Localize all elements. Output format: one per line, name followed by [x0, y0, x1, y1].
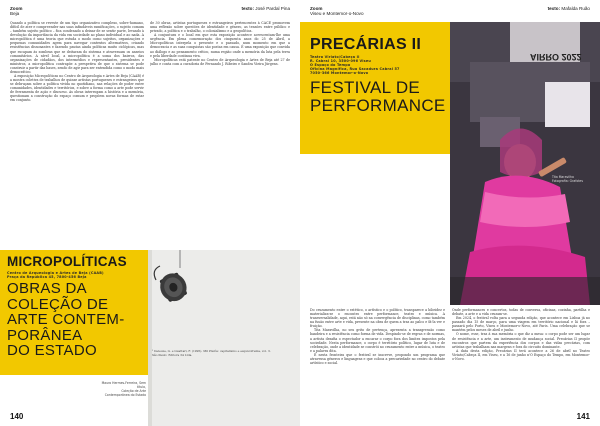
caption-line: Coleção de Arte Contemporânea do Estado: [104, 388, 146, 397]
venue-line: O Espaço do Tempo: [310, 63, 351, 68]
venue-line: 7050-366 Montemor-o-Novo: [310, 71, 369, 76]
footnote-line: ¹ Deleuze, G. e Guattari, F. (1995). Mil Platôs: capitalismo e esquizofrenia, vol. 3.: [152, 349, 271, 353]
micropoliticas-venue: [7, 271, 142, 279]
left-article-column-2: [150, 21, 290, 247]
caption-line: Mauro Hermes-Ferreira, Sem título,: [101, 381, 146, 389]
venue-line: Centro de Arqueologia e Artes de Beja (CAAB): [7, 271, 104, 275]
footnote-line: São Paulo: Editora 34 Ltda.: [152, 352, 193, 357]
left-col1-paragraph: Quando a política se reveste de um tipo organizativo complexo, sobre-humano, difícil de ater e compreender nas suas infindáveis ramificações, o sujeito comum – também sujeito político – fica condenado a deixar de se sentir parte, levando à devolução da importância da vida em sociedade ao plano individual e ao nada. A micropolítica é uma teoria que estuda o modo como sujeitos, organizações e pequenas comunidades agem para navegar contextos alternativos, criando resistências dissonantes e fazendo pautas ainda políticas muito ciclópicas, mas que escapam às sombras que se deitaram do sistema e atravessam os anseios comunitários. A nível local, a micropolítica é a soma dos bairros, das organizações de cidadãos, dos intermédios e representantes, presidentes e ministros, a micropolítica contrapõe a perspetiva de que o sistema se pode construir a partir das bases, sendo de agir para ser entendida como o modo mais democrático.: [10, 21, 144, 74]
page-number-141: 141: [576, 412, 590, 421]
precarias-subtitle: [310, 79, 446, 114]
subtitle-line: PERFORMANCE: [310, 95, 446, 115]
subtitle-line: ARTE CONTEM-: [7, 311, 125, 328]
subtitle-line: FESTIVAL DE: [310, 78, 421, 97]
left-col2-paragraph: de 30 obras, artistas portugueses e estrangeiros pertencentes à CACE promovem uma reflexão sobre questões de identidade e género, as tensões entre público e privado, a política e o trabalho, o colonialismo e a geopolítica.: [150, 21, 290, 34]
venue-line: R. Cabral 10, 3500-096 Viseu: [310, 59, 371, 64]
micropoliticas-title-block: [0, 250, 148, 375]
left-header-place: Beja: [10, 11, 20, 17]
right-col1-paragraph: É nesta fronteira que o festival se inscreve, propondo um programa que atravessa géneros e linguagens e que coloca a precariedade no centro do debate artístico e social.: [310, 352, 445, 366]
page-number-140: 140: [10, 412, 24, 421]
performer-illustration: [450, 22, 600, 305]
right-header-credit-label: texto:: [547, 6, 561, 11]
left-header-section: Zoom: [10, 6, 23, 11]
right-article-column-1: [310, 308, 445, 406]
precarias-venue: [310, 55, 448, 75]
left-article-column-1: [10, 21, 144, 247]
right-col2-paragraph: Onde performances e concertos, todas de conversa, oficinas, cozinha, partilha e debate, a arte e a vida cruzam-se.: [452, 308, 590, 317]
left-col2-paragraph: Micropolíticas está patente no Centro de Arqueologia e Artes de Beja até 27 de julho e conta com a curadoria de Fernando J. Ribeiro e Sandra Vieira Jürgens.: [150, 57, 290, 66]
right-col1-paragraph: Tita Maravilha, no seu grito de pertença, apresenta a transgressão como bandeira e a resistência como forma de vida. Despindo-se de regras e de normas, a artista desafia o espectador a encarar o corpo fora dos limites impostos pela sociedade. Nesta performance, o corpo é território político, lugar de luta e de celebração, onde a identidade se constrói no cruzamento entre a música, o teatro e a palavra dita.: [310, 328, 445, 353]
right-header-section: Zoom: [310, 6, 323, 11]
venue-line: Oficina Magnífica, Rua Sacadura Cabral 57: [310, 67, 400, 72]
left-col1-paragraph: A exposição Micropolíticas no Centro de Arqueologia e Artes de Beja (CAAB) é a mostra coletiva de trabalhos de quinze artistas portugueses e estrangeiros que se debruçam sobre a política vivida no quotidiano, nas relações de poder entre comunidades, identidades e territórios, e sobre a forma como a arte pode servir de ferramenta de ação e discurso. As obras interrogam a história e a memória, questionam a construção do espaço comum e propõem novas formas de estar em conjunto.: [10, 74, 144, 103]
right-col2-paragraph: Em 2024, o festival volta para a segunda edição, que acontece em Lisboa já no passado dia 15 de março, para uma viagem em território nacional e lá fora – passará pelo Porto, Viseu e Montemor-o-Novo, até Paris. Uma celebração que se mantém pelos meses de abril e junho.: [452, 316, 590, 333]
precarias-title: PRECÁRIAS II: [310, 36, 422, 53]
left-footnote: [152, 350, 292, 357]
left-running-header: [0, 0, 300, 20]
right-page: [300, 0, 600, 426]
venue-line: Praça da República 45, 7800-456 Beja: [7, 275, 87, 280]
subtitle-line: OBRAS DA: [7, 280, 87, 297]
precarias-title-block: [300, 22, 450, 154]
caption-line: Tita Maravilha: [552, 175, 574, 179]
right-col2-paragraph: A data desta edição, Precárias II terá acontece a 26 de abril no Teatro Viriato/Cabeça II, em Viseu, e a 16 de junho n'O Espaço do Tempo, em Montemor-o-Novo.: [452, 348, 590, 361]
performer-photo-caption: [552, 176, 598, 184]
caption-line: Fotografia: Grafotes: [552, 178, 583, 183]
left-header-credit-label: texto:: [241, 6, 254, 11]
speaker-artwork-illustration: [148, 250, 300, 426]
right-header-place: Viseu e Montemor-o-Novo: [310, 11, 364, 17]
right-header-credit-name: Mafalda Ruão: [561, 6, 590, 11]
poster-text: AIRRO 2022: [530, 52, 582, 62]
subtitle-line: COLEÇÃO DE: [7, 295, 109, 313]
venue-line: Teatro Viriato/Cabeça II: [310, 55, 360, 59]
micropoliticas-subtitle: [7, 281, 125, 359]
subtitle-line: DO ESTADO: [7, 342, 97, 359]
micropoliticas-title: MICROPOLÍTICAS: [7, 254, 127, 269]
artwork-caption: [96, 382, 146, 398]
right-running-header: [300, 0, 600, 20]
right-col1-paragraph: Do cruzamento entre o estético, o artístico e o político, transparece a hibridez e materializa-se o encontro entre performance, teatro e música. A transversalidade, aqui, está não só na convergência de disciplinas, como também na fusão entre arte e vida, presente na obra de quem a traz ao palco e fá-la ver e fruição.: [310, 308, 445, 329]
left-header-credit-name: José Pardal Pina: [255, 6, 290, 11]
subtitle-line: PORÂNEA: [7, 326, 83, 344]
right-article-column-2: [452, 308, 590, 406]
left-col2-paragraph: A conjuntura e o local em que esta exposição acontece acrescentam-lhe uma urgência. Em plena comemoração dos cinquenta anos do 25 de Abril, a Micropolíticas interpela o presente e o passado, num momento em que a democracia e as suas conquistas são postas em causa. É uma exposição que convida ao diálogo e ao pensamento crítico, numa região onde a memória da luta pela terra e pela liberdade continua viva.: [150, 33, 290, 58]
speaker-artwork-photo: [148, 250, 300, 426]
tita-maravilha-photo: [450, 22, 600, 305]
right-col2-paragraph: O nome, esse, traz à sua memória o que diz a mesa: o corpo pode ser um lugar de resistência e a arte, um instrumento de mudança social. Precárias II propõe encontros que partem da experiência dos corpos e das vidas precárias, com artistas que trabalham nas margens e fora do circuito dominante.: [452, 332, 590, 349]
